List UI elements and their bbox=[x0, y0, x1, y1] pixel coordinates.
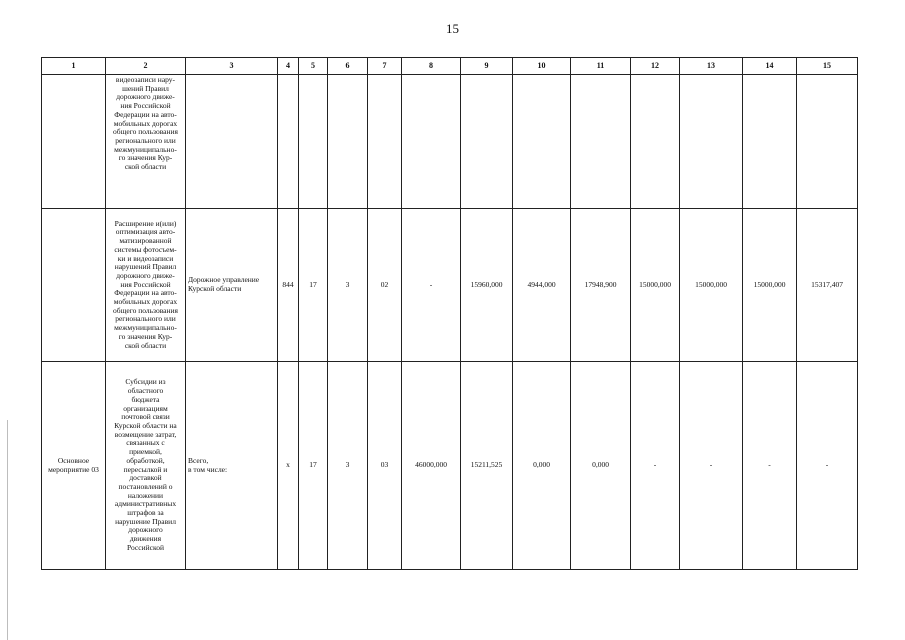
column-header: 5 bbox=[299, 58, 328, 75]
value-cell: - bbox=[797, 362, 858, 570]
value-cell: - bbox=[680, 362, 743, 570]
budget-table bbox=[41, 57, 858, 570]
column-header: 14 bbox=[743, 58, 797, 75]
executor-cell: Дорожное управление Курской области bbox=[186, 209, 278, 362]
value-cell: 15211,525 bbox=[461, 362, 513, 570]
event-cell bbox=[42, 209, 106, 362]
column-header: 1 bbox=[42, 58, 106, 75]
value-cell bbox=[631, 75, 680, 209]
table-row bbox=[42, 209, 858, 362]
value-cell: 15000,000 bbox=[743, 209, 797, 362]
column-header: 7 bbox=[368, 58, 402, 75]
pgp-cell bbox=[328, 75, 368, 209]
value-cell bbox=[797, 75, 858, 209]
value-cell: 15960,000 bbox=[461, 209, 513, 362]
description-cell: Субсидии из областного бюджета организациям почтовой связи Курской области на возмещение затрат, связанных с приемкой, обработкой, пересылкой и доставкой постановлений о наложении административных штрафов за нарушение Правил дорожного движения Российской bbox=[106, 362, 186, 570]
event-cell: Основное мероприятие 03 bbox=[42, 362, 106, 570]
value-cell: 0,000 bbox=[513, 362, 571, 570]
om-cell bbox=[368, 75, 402, 209]
value-cell: - bbox=[402, 209, 461, 362]
value-cell: - bbox=[631, 362, 680, 570]
om-cell: 03 bbox=[368, 362, 402, 570]
table-row bbox=[42, 362, 858, 570]
grbs-cell: х bbox=[278, 362, 299, 570]
table-header-row bbox=[42, 58, 858, 75]
value-cell: 15000,000 bbox=[631, 209, 680, 362]
scan-margin-line bbox=[7, 420, 8, 640]
column-header: 8 bbox=[402, 58, 461, 75]
column-header: 9 bbox=[461, 58, 513, 75]
column-header: 2 bbox=[106, 58, 186, 75]
grbs-cell bbox=[278, 75, 299, 209]
table-row bbox=[42, 75, 858, 209]
column-header: 3 bbox=[186, 58, 278, 75]
executor-cell: Всего, в том числе: bbox=[186, 362, 278, 570]
value-cell: 46000,000 bbox=[402, 362, 461, 570]
gp-cell: 17 bbox=[299, 209, 328, 362]
value-cell: 17948,900 bbox=[571, 209, 631, 362]
pgp-cell: 3 bbox=[328, 209, 368, 362]
gp-cell: 17 bbox=[299, 362, 328, 570]
value-cell: 15317,407 bbox=[797, 209, 858, 362]
column-header: 15 bbox=[797, 58, 858, 75]
value-cell bbox=[743, 75, 797, 209]
value-cell bbox=[461, 75, 513, 209]
column-header: 11 bbox=[571, 58, 631, 75]
value-cell: - bbox=[743, 362, 797, 570]
pgp-cell: 3 bbox=[328, 362, 368, 570]
value-cell bbox=[402, 75, 461, 209]
description-cell: видеозаписи нару- шений Правил дорожного движе- ния Российской Федерации на авто- мобильных дорогах общего пользования регионального или межмуниципально- го значения Кур- ской области bbox=[106, 75, 186, 209]
value-cell: 4944,000 bbox=[513, 209, 571, 362]
column-header: 13 bbox=[680, 58, 743, 75]
column-header: 6 bbox=[328, 58, 368, 75]
om-cell: 02 bbox=[368, 209, 402, 362]
column-header: 10 bbox=[513, 58, 571, 75]
executor-cell bbox=[186, 75, 278, 209]
gp-cell bbox=[299, 75, 328, 209]
column-header: 12 bbox=[631, 58, 680, 75]
page-number: 15 bbox=[446, 21, 459, 36]
column-header: 4 bbox=[278, 58, 299, 75]
value-cell bbox=[680, 75, 743, 209]
value-cell bbox=[513, 75, 571, 209]
value-cell bbox=[571, 75, 631, 209]
grbs-cell: 844 bbox=[278, 209, 299, 362]
event-cell bbox=[42, 75, 106, 209]
value-cell: 15000,000 bbox=[680, 209, 743, 362]
description-cell: Расширение и(или) оптимизация авто- матизированной системы фотосъем- ки и видеозаписи нарушений Правил дорожного движе- ния Российской Федерации на авто- мобильных дорогах общего пользования регионального или межмуниципально- го значения Кур- ской области bbox=[106, 209, 186, 362]
value-cell: 0,000 bbox=[571, 362, 631, 570]
